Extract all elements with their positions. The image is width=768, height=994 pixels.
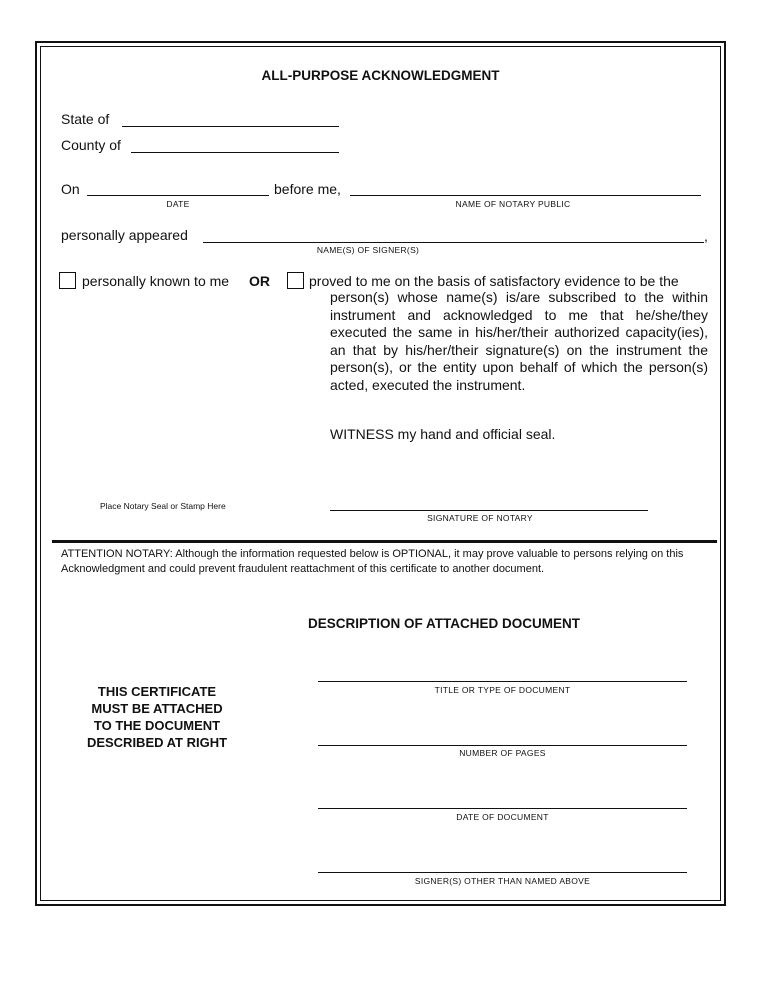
attention-notice: ATTENTION NOTARY: Although the information requested below is OPTIONAL, it may prove valuable to persons relying on this Acknowledgment and could prevent fraudulent reattachment of this certificate to another document.	[61, 548, 684, 575]
state-field[interactable]	[122, 126, 339, 127]
notary-signature-field[interactable]	[330, 510, 648, 511]
witness-text: WITNESS my hand and official seal.	[330, 426, 556, 442]
trailing-comma: ,	[704, 228, 708, 244]
notary-name-field[interactable]	[350, 195, 701, 196]
proved-evidence-continuation: person(s) whose name(s) is/are subscribed to the within instrument and acknowledged to me that he/she/they executed the same in his/her/their authorized capacity(ies), an that by his/her/their signature(s) on the instrument the person(s), or the entity upon behalf of which the person(s) acted, executed the instrument.	[330, 289, 708, 393]
other-signers-field[interactable]	[318, 872, 687, 873]
certificate-notice	[62, 683, 252, 751]
county-label: County of	[61, 137, 121, 153]
certificate-notice-line: THIS CERTIFICATE	[97, 684, 217, 699]
certificate-notice-line: MUST BE ATTACHED	[91, 701, 223, 716]
description-title: DESCRIPTION OF ATTACHED DOCUMENT	[308, 616, 580, 631]
form-title: ALL-PURPOSE ACKNOWLEDGMENT	[261, 68, 500, 83]
date-caption: DATE	[166, 199, 190, 209]
county-field[interactable]	[131, 152, 339, 153]
before-me-label: before me,	[274, 181, 341, 197]
section-divider	[52, 540, 717, 543]
document-title-field[interactable]	[318, 681, 687, 682]
inner-border	[40, 46, 721, 901]
proved-evidence-checkbox[interactable]	[287, 272, 304, 289]
seal-placeholder: Place Notary Seal or Stamp Here	[100, 501, 226, 511]
document-date-field[interactable]	[318, 808, 687, 809]
notary-name-caption: NAME OF NOTARY PUBLIC	[455, 199, 571, 209]
state-label: State of	[61, 111, 110, 127]
personally-appeared-label: personally appeared	[61, 227, 188, 243]
certificate-notice-line: DESCRIBED AT RIGHT	[86, 735, 228, 750]
document-title-caption: TITLE OR TYPE OF DOCUMENT	[434, 685, 571, 695]
personally-known-label: personally known to me	[82, 273, 230, 289]
page-count-field[interactable]	[318, 745, 687, 746]
signer-names-caption: NAME(S) OF SIGNER(S)	[316, 245, 420, 255]
other-signers-caption: SIGNER(S) OTHER THAN NAMED ABOVE	[414, 876, 591, 886]
document-date-caption: DATE OF DOCUMENT	[456, 812, 549, 822]
proved-evidence-label: proved to me on the basis of satisfactory evidence to be the	[309, 273, 679, 289]
on-label: On	[61, 181, 80, 197]
date-field[interactable]	[87, 195, 269, 196]
signature-caption: SIGNATURE OF NOTARY	[427, 513, 533, 523]
certificate-notice-line: TO THE DOCUMENT	[93, 718, 221, 733]
or-label: OR	[249, 273, 270, 289]
signer-names-field[interactable]	[203, 242, 704, 243]
personally-known-checkbox[interactable]	[59, 272, 76, 289]
page-count-caption: NUMBER OF PAGES	[459, 748, 546, 758]
